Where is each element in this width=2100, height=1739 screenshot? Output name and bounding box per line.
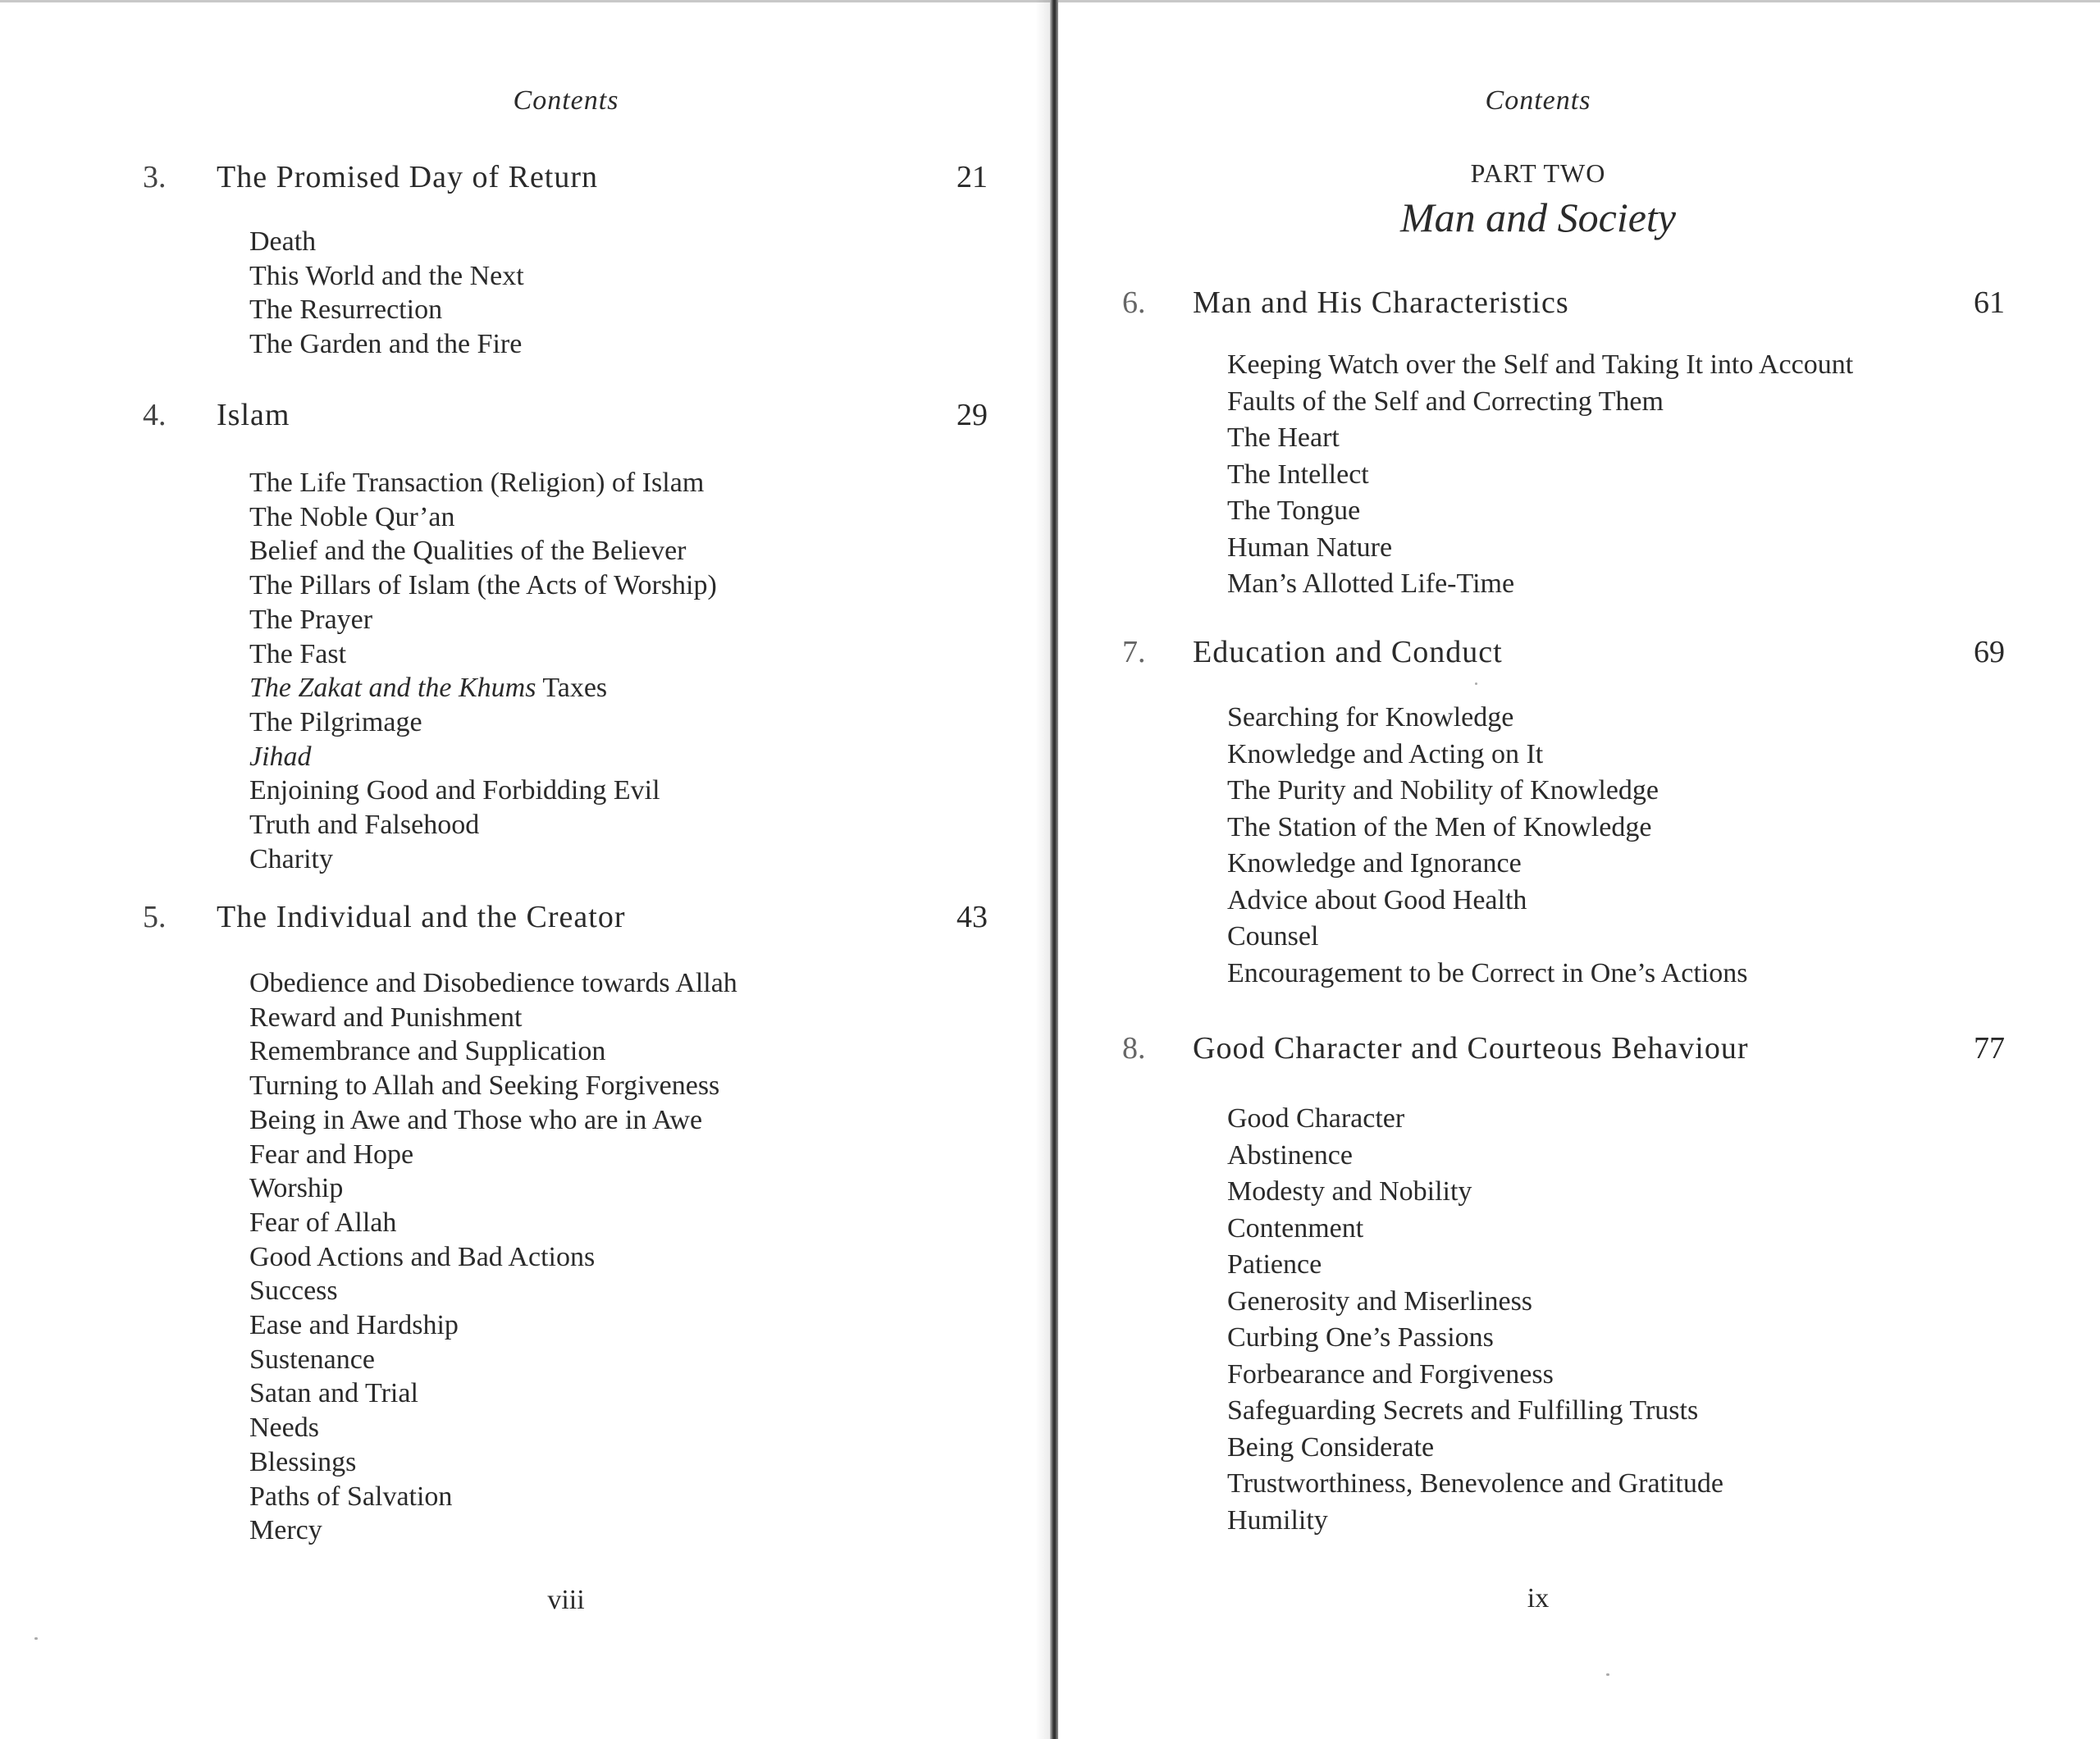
section-item: Ease and Hardship <box>249 1310 459 1341</box>
chapter-title: The Promised Day of Return <box>217 160 599 194</box>
section-item: Generosity and Miserliness <box>1227 1285 1533 1317</box>
chapter-number: 6. <box>1122 285 1146 320</box>
section-item: Fear of Allah <box>249 1207 397 1238</box>
section-item: Humility <box>1227 1504 1328 1536</box>
section-item: Modesty and Nobility <box>1227 1176 1472 1207</box>
part-title: Man and Society <box>1399 194 1676 240</box>
chapter-page-number: 29 <box>956 398 988 432</box>
right-page <box>1058 0 2100 1739</box>
chapter-number: 5. <box>143 900 167 934</box>
running-head: Contents <box>1485 85 1591 116</box>
section-item: Good Actions and Bad Actions <box>249 1241 596 1272</box>
chapter-heading-row <box>1058 285 2100 326</box>
section-item: Knowledge and Ignorance <box>1227 848 1522 879</box>
section-item: Fear and Hope <box>249 1139 414 1170</box>
section-item: Reward and Punishment <box>249 1002 523 1033</box>
section-item: Safeguarding Secrets and Fulfilling Trusts <box>1227 1395 1699 1426</box>
chapter-number: 3. <box>143 160 167 194</box>
section-item: Remembrance and Supplication <box>249 1036 606 1067</box>
section-item: Mercy <box>249 1515 322 1546</box>
section-item: Encouragement to be Correct in One’s Actions <box>1227 957 1748 988</box>
section-item: Good Character <box>1227 1103 1405 1134</box>
section-list <box>249 966 737 1548</box>
page-number: ix <box>1527 1583 1550 1613</box>
section-item: Searching for Knowledge <box>1227 702 1514 733</box>
toc-chapter-7 <box>1058 634 2100 988</box>
chapter-page-number: 77 <box>1974 1031 2005 1066</box>
section-item: Keeping Watch over the Self and Taking It into Account <box>1227 349 1854 380</box>
section-item: Being in Awe and Those who are in Awe <box>249 1104 703 1135</box>
section-item: Satan and Trial <box>249 1378 418 1409</box>
toc-chapter-5 <box>0 899 1050 1546</box>
section-item: Jihad <box>249 741 312 772</box>
section-item: The Fast <box>249 638 347 669</box>
section-item: Charity <box>249 843 333 874</box>
chapter-page-number: 69 <box>1974 635 2005 669</box>
section-item: Worship <box>249 1173 344 1204</box>
section-item: The Pilgrimage <box>249 706 422 737</box>
section-item: Contenment <box>1227 1212 1364 1244</box>
section-item: Truth and Falsehood <box>249 810 480 841</box>
toc-chapter-3 <box>0 159 1050 360</box>
section-item: Abstinence <box>1227 1139 1353 1171</box>
toc-chapter-6 <box>1058 285 2100 599</box>
section-item: The Prayer <box>249 604 373 635</box>
chapter-title: Education and Conduct <box>1193 635 1503 669</box>
chapter-title: The Individual and the Creator <box>217 900 626 934</box>
chapter-heading-row <box>0 397 1050 438</box>
section-item: Trustworthiness, Benevolence and Gratitude <box>1227 1468 1723 1499</box>
paper-speck <box>1475 682 1477 685</box>
toc-chapter-4 <box>0 397 1050 874</box>
section-item: Turning to Allah and Seeking Forgiveness <box>249 1070 720 1102</box>
chapter-page-number: 61 <box>1974 285 2005 320</box>
section-item: The Resurrection <box>249 294 443 326</box>
section-item: Human Nature <box>1227 532 1393 563</box>
section-item: Needs <box>249 1413 319 1444</box>
section-item: Knowledge and Acting on It <box>1227 738 1544 769</box>
chapter-heading-row <box>1058 1030 2100 1071</box>
section-item: This World and the Next <box>249 260 524 291</box>
section-item: The Noble Qur’an <box>249 501 455 532</box>
section-item: Success <box>249 1276 338 1307</box>
section-list <box>249 466 717 876</box>
section-item: Forbearance and Forgiveness <box>1227 1358 1554 1390</box>
section-item: Enjoining Good and Forbidding Evil <box>249 775 660 806</box>
section-item: Death <box>249 226 317 257</box>
chapter-page-number: 21 <box>956 160 988 194</box>
section-item: Advice about Good Health <box>1227 884 1527 915</box>
chapter-title: Man and His Characteristics <box>1193 285 1569 320</box>
section-item: The Pillars of Islam (the Acts of Worship) <box>249 570 717 601</box>
part-label: PART TWO <box>1470 158 1606 188</box>
chapter-heading-row <box>0 159 1050 200</box>
paper-speck <box>34 1637 38 1640</box>
chapter-number: 7. <box>1122 635 1146 669</box>
chapter-number: 8. <box>1122 1031 1146 1066</box>
section-list <box>249 225 524 362</box>
section-list <box>1227 347 1853 603</box>
section-item: Man’s Allotted Life-Time <box>1227 568 1515 599</box>
chapter-title: Islam <box>217 398 290 432</box>
section-list <box>1227 700 1748 992</box>
section-item: The Tongue <box>1227 495 1361 526</box>
toc-chapter-8 <box>1058 1030 2100 1536</box>
section-item: The Intellect <box>1227 459 1369 490</box>
section-item: The Life Transaction (Religion) of Islam <box>249 468 705 498</box>
chapter-number: 4. <box>143 398 167 432</box>
chapter-title: Good Character and Courteous Behaviour <box>1193 1031 1749 1066</box>
section-list <box>1227 1101 1723 1539</box>
book-gutter <box>1050 0 1058 1739</box>
chapter-heading-row <box>0 899 1050 940</box>
chapter-heading-row <box>1058 634 2100 675</box>
running-head: Contents <box>513 85 619 116</box>
chapter-page-number: 43 <box>956 900 988 934</box>
section-item: Counsel <box>1227 921 1319 952</box>
zakat-roman-text: Taxes <box>536 673 608 704</box>
section-item: Faults of the Self and Correcting Them <box>1227 386 1664 417</box>
section-item: Being Considerate <box>1227 1431 1435 1463</box>
section-item: Patience <box>1227 1249 1322 1280</box>
page-number: viii <box>547 1585 585 1615</box>
section-item: The Garden and the Fire <box>249 329 523 360</box>
section-item: Curbing One’s Passions <box>1227 1322 1494 1353</box>
section-item: The Purity and Nobility of Knowledge <box>1227 775 1659 806</box>
section-item: The Station of the Men of Knowledge <box>1227 811 1652 842</box>
section-item: Belief and the Qualities of the Believer <box>249 536 687 567</box>
section-item: The Heart <box>1227 422 1340 453</box>
section-item: Sustenance <box>249 1344 375 1375</box>
section-item: Paths of Salvation <box>249 1481 453 1512</box>
section-item-zakat <box>249 671 717 705</box>
paper-speck <box>1606 1673 1609 1676</box>
section-item: Obedience and Disobedience towards Allah <box>249 968 737 998</box>
section-item: Blessings <box>249 1446 357 1477</box>
zakat-italic-text: The Zakat and the Khums <box>249 673 536 704</box>
